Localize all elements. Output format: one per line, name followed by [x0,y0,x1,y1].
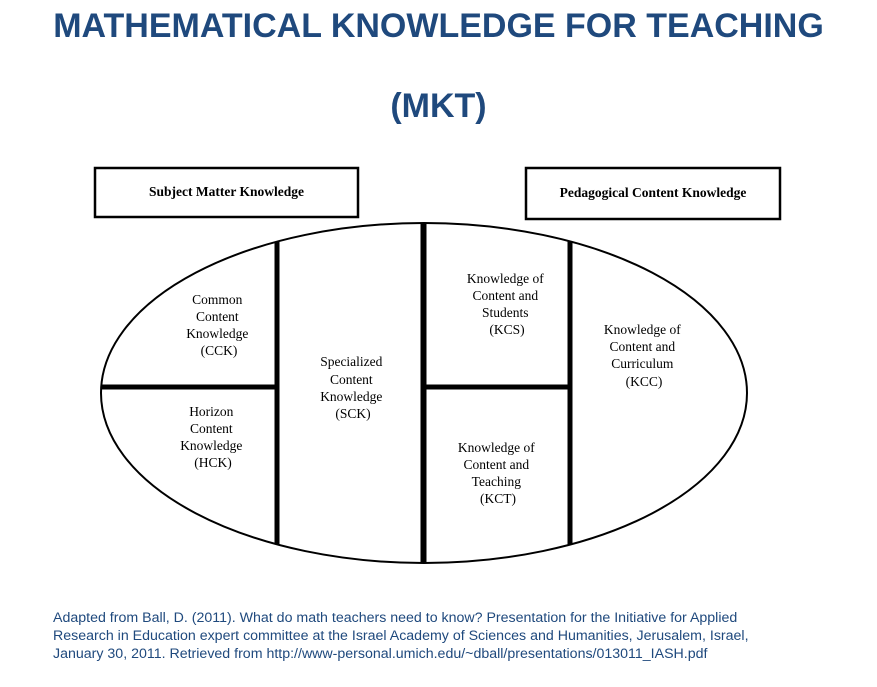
page-title: MATHEMATICAL KNOWLEDGE FOR TEACHING [53,7,824,45]
region-hck-label: Horizon Content Knowledge (HCK) [180,404,243,470]
region-kct-label: Knowledge of Content and Teaching (KCT) [457,440,535,506]
pedagogical-header-label: Pedagogical Content Knowledge [559,185,747,200]
citation-line: Research in Education expert committee at the Israel Academy of Sciences and Humanities, Jerusalem, Israel, [53,628,749,644]
citation-line: January 30, 2011. Retrieved from http://www-personal.umich.edu/~dball/presentations/013011_IASH.pdf [53,646,708,662]
region-sck-label: Specialized Content Knowledge (SCK) [320,354,383,421]
region-kcs-label: Knowledge of Content and Students (KCS) [466,271,544,337]
subject-matter-header-label: Subject Matter Knowledge [149,184,304,199]
region-cck-label: Common Content Knowledge (CCK) [186,292,249,358]
citation [53,609,853,663]
page-subtitle-acronym: (MKT) [390,87,487,125]
citation-line: Adapted from Ball, D. (2011). What do math teachers need to know? Presentation for the Initiative for Applied [53,610,738,626]
region-kcc-label: Knowledge of Content and Curriculum (KCC) [603,322,681,389]
